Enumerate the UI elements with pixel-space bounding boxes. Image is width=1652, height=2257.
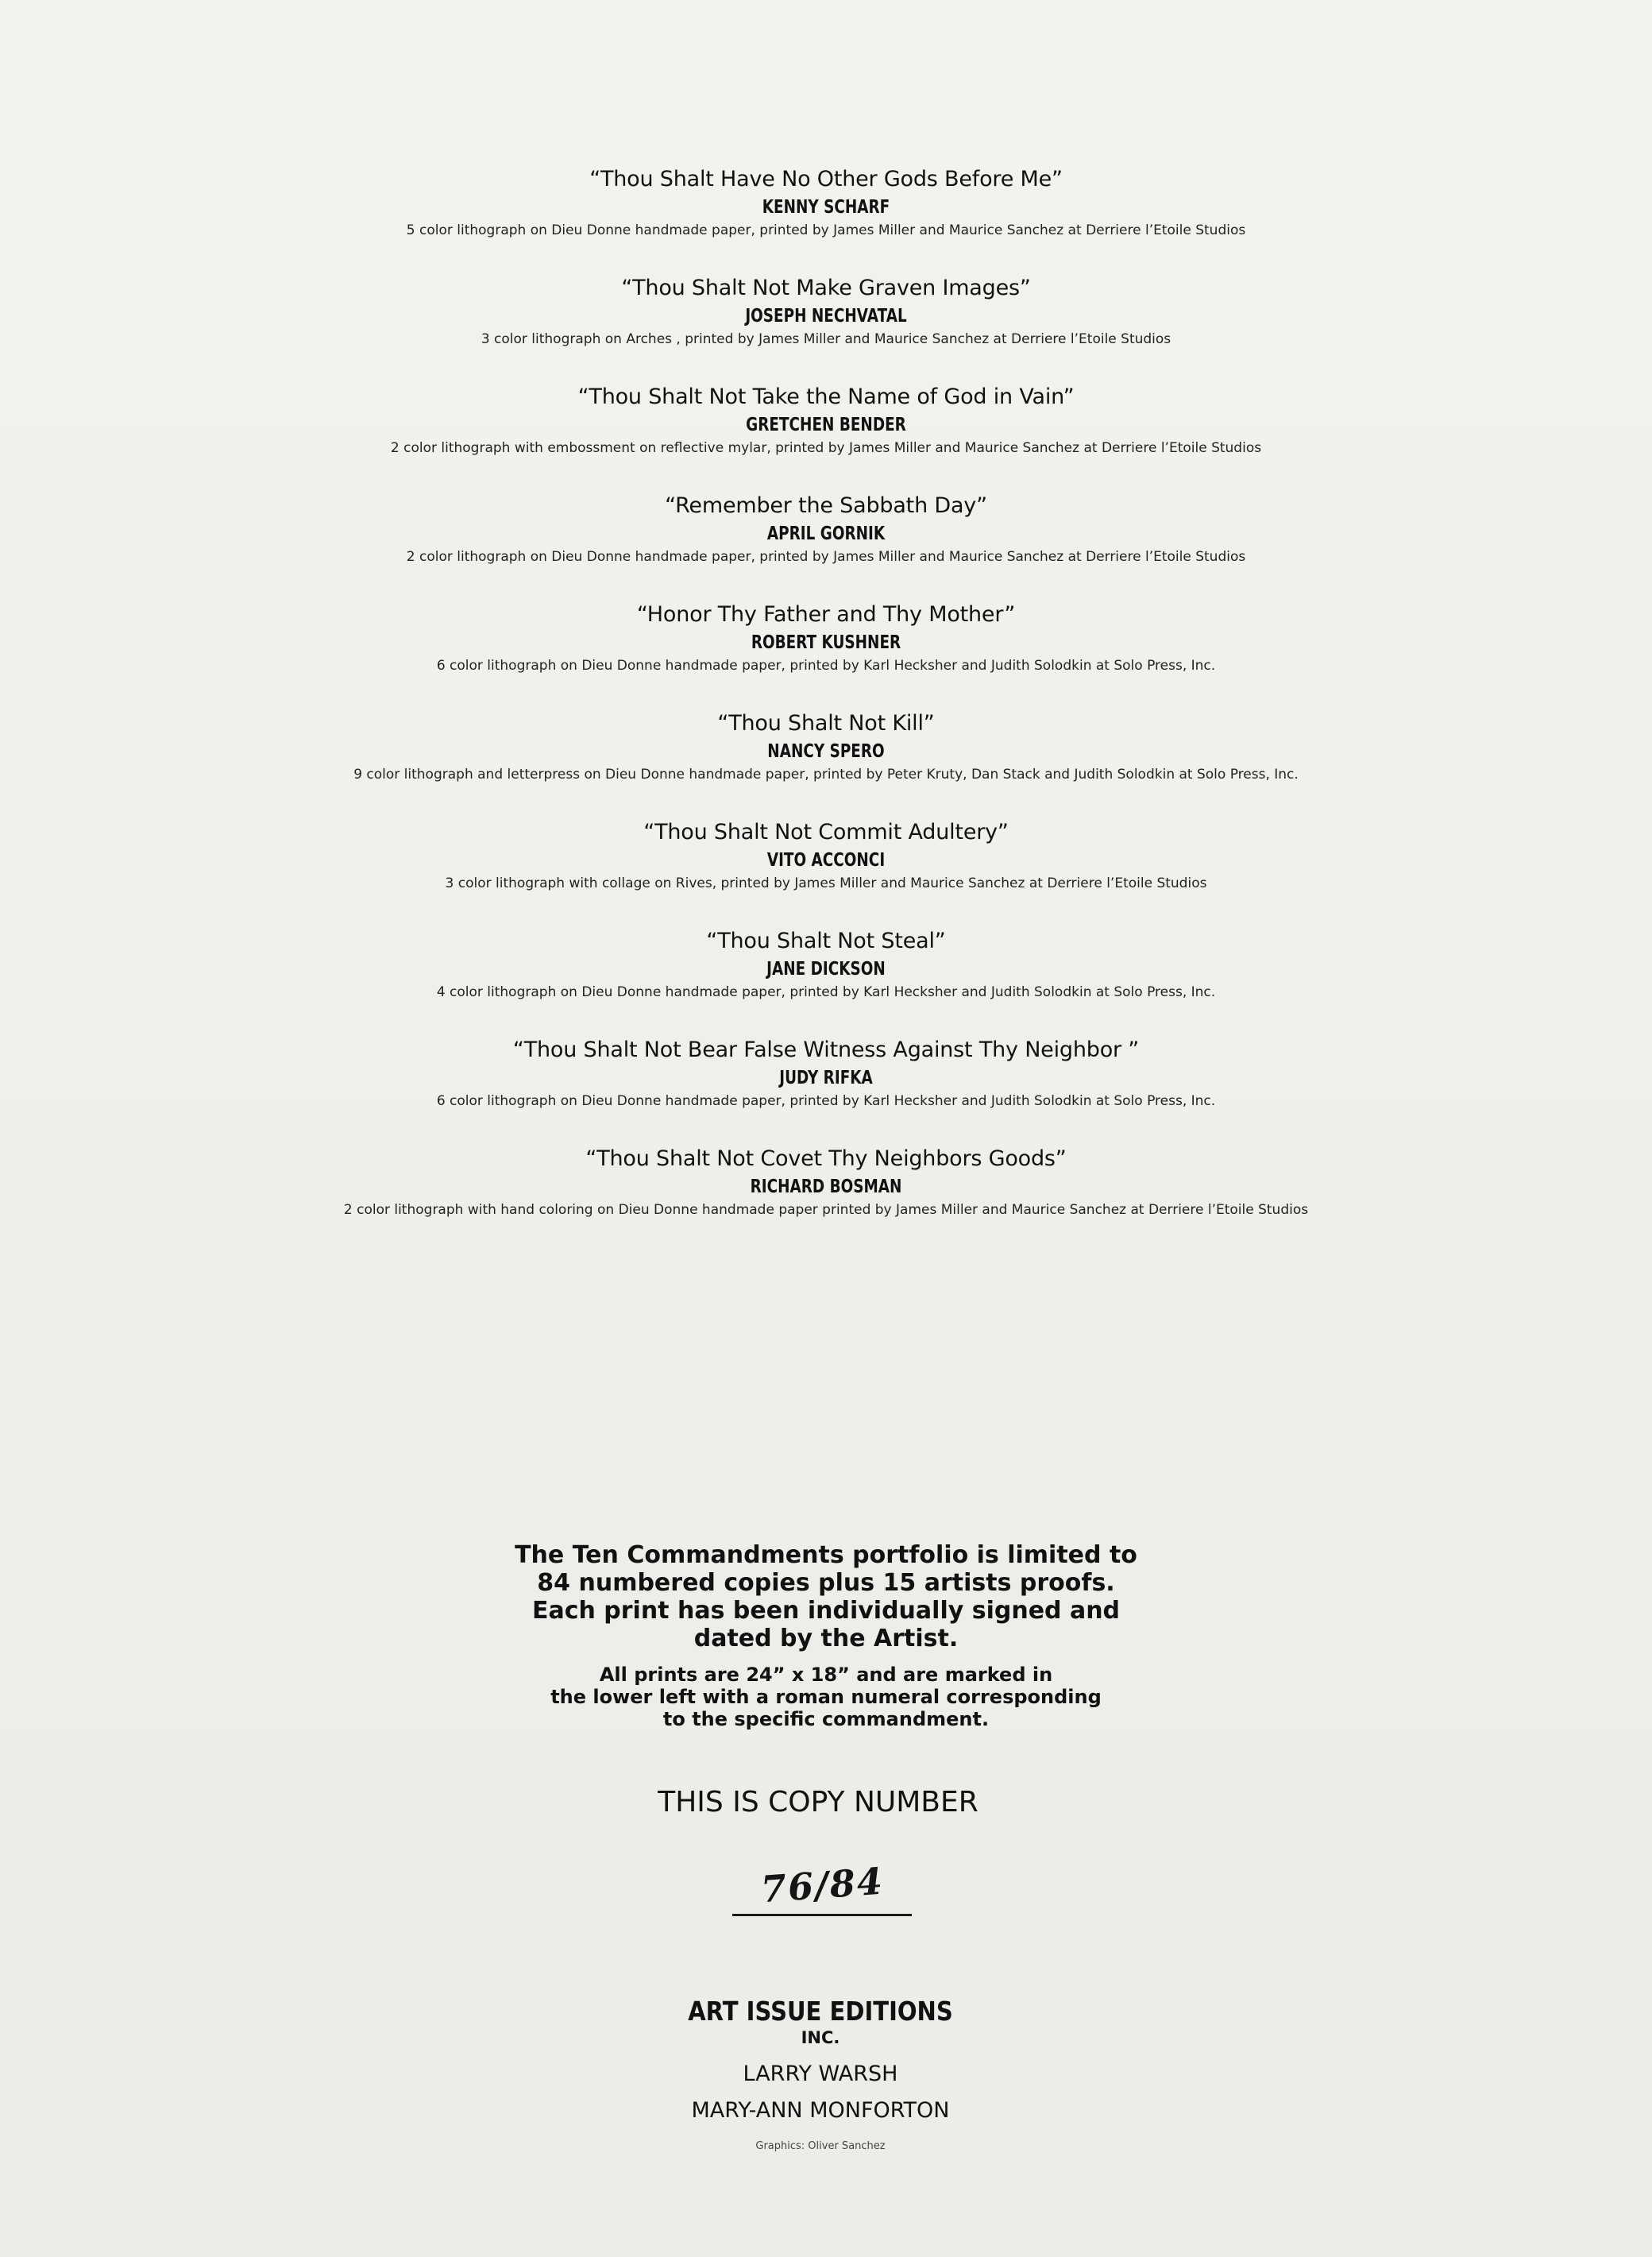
copy-number-field (731, 1857, 913, 1918)
work-entry (0, 490, 1652, 599)
work-title: “Remember the Sabbath Day” (665, 493, 987, 518)
work-description: 2 color lithograph with embossment on reflective mylar, printed by James Miller and Maurice Sanchez at Derriere l’Etoile Studios (390, 440, 1262, 456)
work-artist: JANE DICKSON (766, 959, 886, 980)
print-size-note-line: to the specific commandment. (662, 1708, 990, 1730)
work-description: 2 color lithograph with hand coloring on Dieu Donne handmade paper printed by James Miller and Maurice Sanchez at Derriere l’Etoile Studios (343, 1202, 1309, 1218)
edition-statement-line: dated by the Artist. (693, 1625, 959, 1652)
work-artist: APRIL GORNIK (766, 524, 886, 544)
copy-number-label: THIS IS COPY NUMBER (658, 1786, 978, 1818)
edition-statement (0, 1541, 1652, 1730)
work-title: “Thou Shalt Have No Other Gods Before Me” (589, 167, 1063, 191)
work-description: 3 color lithograph on Arches , printed by James Miller and Maurice Sanchez at Derriere l’Etoile Studios (481, 331, 1171, 347)
work-description: 9 color lithograph and letterpress on Dieu Donne handmade paper, printed by Peter Kruty, Dan Stack and Judith Solodkin at Solo Press, Inc. (353, 767, 1299, 783)
work-title: “Thou Shalt Not Commit Adultery” (643, 820, 1009, 844)
work-description: 6 color lithograph on Dieu Donne handmade paper, printed by Karl Hecksher and Judith Solodkin at Solo Press, Inc. (436, 1093, 1216, 1109)
work-title: “Thou Shalt Not Covet Thy Neighbors Goods” (585, 1146, 1067, 1171)
edition-statement-line: The Ten Commandments portfolio is limited to (515, 1541, 1137, 1569)
work-entry (0, 817, 1652, 926)
work-entry (0, 599, 1652, 708)
work-description: 5 color lithograph on Dieu Donne handmade paper, printed by James Miller and Maurice Sanchez at Derriere l’Etoile Studios (406, 222, 1246, 238)
work-entry (0, 164, 1652, 272)
work-artist: ROBERT KUSHNER (751, 632, 901, 653)
work-title: “Thou Shalt Not Make Graven Images” (621, 276, 1031, 300)
work-artist: NANCY SPERO (767, 741, 885, 762)
handwritten-copy-number: 76/84 (758, 1859, 886, 1911)
publisher-suffix: INC. (801, 2028, 840, 2047)
works-list (0, 164, 1652, 1252)
publisher-person: LARRY WARSH (743, 2062, 898, 2086)
work-entry (0, 381, 1652, 490)
print-size-note-line: All prints are 24” x 18” and are marked in (599, 1664, 1053, 1686)
print-size-note-line: the lower left with a roman numeral corresponding (550, 1686, 1102, 1708)
copy-number-underline (732, 1914, 912, 1916)
work-title: “Thou Shalt Not Steal” (706, 929, 946, 953)
work-entry (0, 272, 1652, 381)
publisher-name: ART ISSUE EDITIONS (688, 1996, 953, 2027)
work-title: “Thou Shalt Not Take the Name of God in Vain” (577, 385, 1075, 409)
work-artist: JOSEPH NECHVATAL (745, 306, 907, 327)
work-entry (0, 926, 1652, 1034)
work-description: 2 color lithograph on Dieu Donne handmade paper, printed by James Miller and Maurice Sanchez at Derriere l’Etoile Studios (406, 549, 1246, 565)
work-title: “Honor Thy Father and Thy Mother” (636, 602, 1016, 627)
work-title: “Thou Shalt Not Kill” (717, 711, 935, 736)
publisher-person: MARY-ANN MONFORTON (691, 2098, 950, 2123)
work-title: “Thou Shalt Not Bear False Witness Against Thy Neighbor ” (512, 1038, 1140, 1062)
work-artist: KENNY SCHARF (762, 197, 890, 218)
work-artist: JUDY RIFKA (779, 1068, 873, 1088)
edition-statement-line: Each print has been individually signed and (531, 1597, 1121, 1625)
work-entry (0, 1034, 1652, 1143)
work-artist: GRETCHEN BENDER (746, 415, 906, 435)
work-description: 6 color lithograph on Dieu Donne handmade paper, printed by Karl Hecksher and Judith Solodkin at Solo Press, Inc. (436, 658, 1216, 674)
work-artist: RICHARD BOSMAN (750, 1177, 902, 1197)
work-artist: VITO ACCONCI (766, 850, 886, 871)
work-description: 3 color lithograph with collage on Rives, printed by James Miller and Maurice Sanchez at Derriere l’Etoile Studios (445, 875, 1207, 891)
work-entry (0, 1143, 1652, 1252)
work-description: 4 color lithograph on Dieu Donne handmade paper, printed by Karl Hecksher and Judith Solodkin at Solo Press, Inc. (436, 984, 1216, 1000)
work-entry (0, 708, 1652, 817)
graphics-credit: Graphics: Oliver Sanchez (755, 2140, 886, 2152)
edition-statement-line: 84 numbered copies plus 15 artists proofs. (537, 1569, 1115, 1597)
publisher-block (0, 1996, 1641, 2155)
